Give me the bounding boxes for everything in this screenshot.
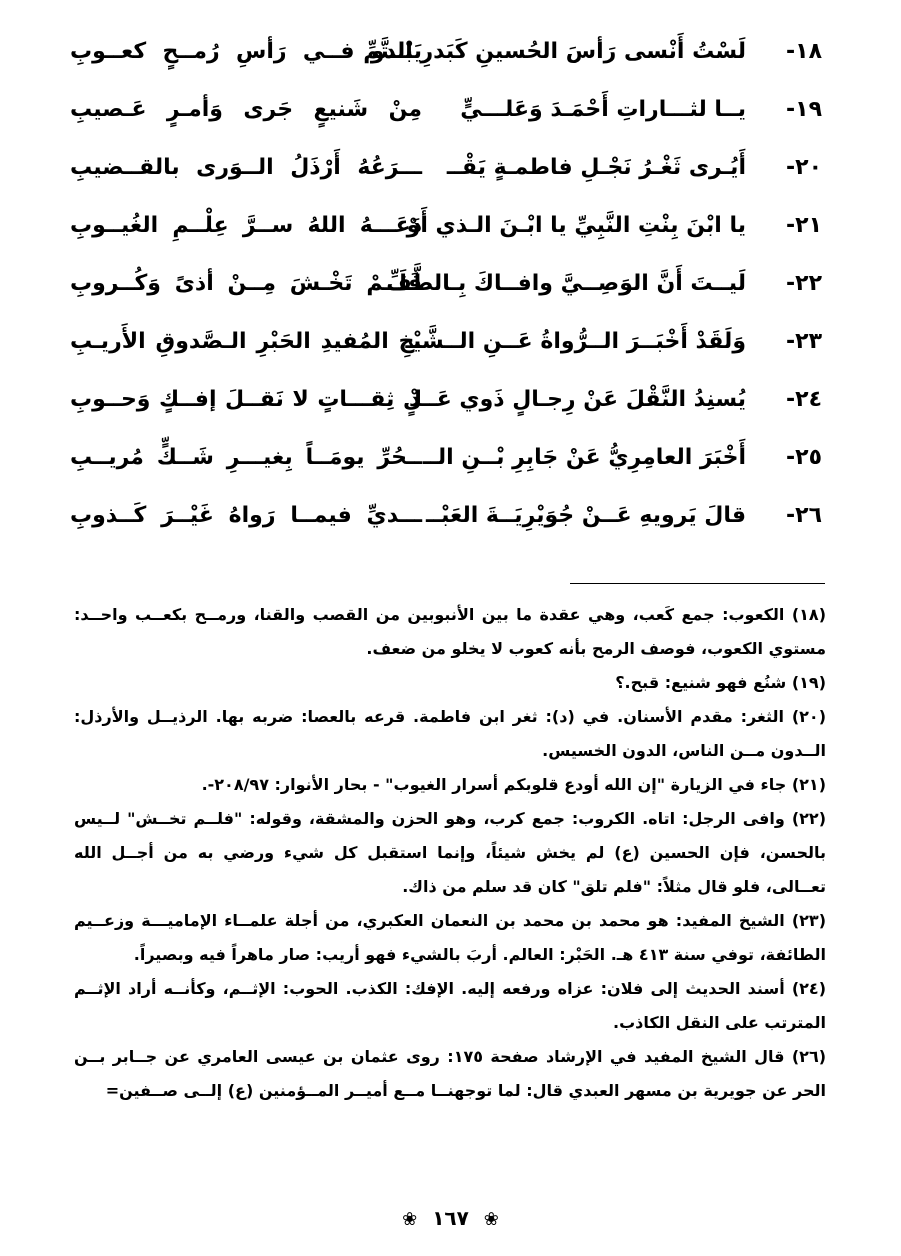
ornament-icon: ❀ — [483, 1209, 499, 1230]
first-hemistich: لَيــتَ أَنَّ الوَصِــيَّ وافــاكَ بِـالطَّفِّ — [386, 270, 746, 296]
first-hemistich: لَسْتُ أَنْسى رَأسَ الحُسينِ كَبَدرِ الـتَّمِّ — [363, 38, 746, 64]
verse-18 — [70, 22, 822, 80]
first-hemistich: أَخْبَرَ العامِرِيُّ عَنْ جَابِرِ بْــنِ الــ — [422, 444, 746, 470]
verse-number: ٢٦- — [786, 502, 822, 528]
verse-number: ٢٢- — [786, 270, 822, 296]
verse-number: ٢٤- — [786, 386, 822, 412]
second-hemistich: مِنْ شَنيعٍ جَرى وَأمـرٍ عَـصيبِ — [70, 96, 422, 122]
verse-19 — [70, 80, 822, 138]
footnote-18: (١٨) الكعوب: جمع كَعب، وهي عقدة ما بين الأنبوبين من القصب والقنا، ورمــح بكعــب واحــد: مستوي الكعوب، فوصف الرمح بأنه كعوب لا يخلو من ضعف. — [74, 605, 826, 658]
footnote-24: (٢٤) أسند الحديث إلى فلان: عزاه ورفعه إليه. الإفك: الكذب. الحوب: الإثــم، وكأنــه أراد الإثــم المترتب على النقل الكاذب. — [74, 979, 826, 1032]
first-hemistich: يــا لثـــاراتِ أَحْمَـدَ وَعَلـــيٍّ — [460, 96, 746, 122]
first-hemistich: يا ابْنَ بِنْتِ النَّبِيِّ يا ابْـنَ الـذي أَوْ — [406, 212, 746, 238]
first-hemistich: وَلَقَدْ أَخْبَــرَ الــرُّواةُ عَــنِ الــشَّيْـ — [405, 328, 746, 354]
verse-number: ٢٥- — [786, 444, 822, 470]
page-footer — [0, 1206, 901, 1230]
verse-23 — [70, 312, 822, 370]
footnotes — [74, 598, 826, 1108]
second-hemistich: دَعَـــهُ اللهُ ســرَّ عِلْــمِ الغُيــوبِ — [70, 212, 422, 238]
page-number: ١٦٧ — [432, 1206, 469, 1230]
verse-number: ٢١- — [786, 212, 822, 238]
verse-24 — [70, 370, 822, 428]
footnote-21: (٢١) جاء في الزيارة "إن الله أودع قلوبكم أسرار الغيوب" - بحار الأنوار: ٢٠٨/٩٧-. — [201, 775, 826, 794]
second-hemistich: ــحُرِّ يومَــاً بِغيـــرِ شَــكٍّ مُريــبِ — [70, 444, 422, 470]
verse-number: ١٩- — [786, 96, 822, 122]
second-hemistich: فَلَــمْ تَخْـشَ مِــنْ أذىً وَكُــروبِ — [70, 270, 422, 296]
first-hemistich: قالَ يَرويهِ عَــنْ جُوَيْرِيَــةَ العَبْــ — [426, 502, 746, 528]
second-hemistich: ـــديِّ فيمــا رَواهُ غَيْــرَ كَــذوبِ — [70, 502, 422, 528]
verse-22 — [70, 254, 822, 312]
second-hemistich: ـخِ المُفيدِ الحَبْرِ الـصَّدوقِ الأَريـبِ — [70, 328, 422, 354]
first-hemistich: أَيُـرى ثَغْـرُ نَجْـلِ فاطمـةٍ يَقْــ — [446, 154, 746, 180]
footnote-19: (١٩) شنُع فهو شنيع: قبح.؟ — [615, 673, 826, 692]
second-hemistich: يَبْـدو فــي رَأسِ رُمــحٍ كعــوبِ — [70, 38, 422, 64]
first-hemistich: يُسنِدُ النَّقْلَ عَنْ رِجـالٍ ذَوي عَــدْ — [408, 386, 746, 412]
footnote-23: (٢٣) الشيخ المفيد: هو محمد بن محمد بن النعمان العكبري، من أجلة علمــاء الإماميـــة وزعــيم الطائفة، توفي سنة ٤١٣ هـ. الحَبْر: العالم. أربَ بالشيء فهو أريب: صار ماهراً فيه وبصيراً. — [74, 911, 826, 964]
verse-number: ٢٣- — [786, 328, 822, 354]
verse-20 — [70, 138, 822, 196]
footnote-20: (٢٠) الثغر: مقدم الأسنان. في (د): ثغر ابن فاطمة. قرعه بالعصا: ضربه بها. الرذيــل والأرذل: الــدون مــن الناس، الدون الخسيس. — [74, 707, 826, 760]
verse-26 — [70, 486, 822, 544]
verse-21 — [70, 196, 822, 254]
second-hemistich: لٍ ثِقـــاتٍ لا نَقــلَ إفــكٍ وَحــوبِ — [70, 386, 422, 412]
second-hemistich: ـــرَعُهُ أَرْذَلُ الــوَرى بالقــضيبِ — [70, 154, 422, 180]
footnote-22: (٢٢) وافى الرجل: اتاه. الكروب: جمع كرب، وهو الحزن والمشقة، وقوله: "فلــم تخــش" لــيس بالحسن، فإن الحسين (ع) لم يخش شيئاً، وإنما استقبل كل شيء ورضي به من أجــل الله تعــالى، فلو قال مثلاً: "فلم تلق" كان قد سلم من ذاك. — [74, 809, 826, 896]
ornament-icon: ❀ — [402, 1209, 418, 1230]
footnote-separator — [570, 583, 825, 584]
poem-block — [70, 22, 822, 544]
verse-25 — [70, 428, 822, 486]
footnote-26: (٢٦) قال الشيخ المفيد في الإرشاد صفحة ١٧٥: روى عثمان بن عيسى العامري عن جــابر بــن الحر عن جويرية بن مسهر العبدي قال: لما توجهنــا مــع أميــر المــؤمنين (ع) إلــى صــفين= — [74, 1047, 827, 1100]
verse-number: ١٨- — [786, 38, 822, 64]
verse-number: ٢٠- — [786, 154, 822, 180]
